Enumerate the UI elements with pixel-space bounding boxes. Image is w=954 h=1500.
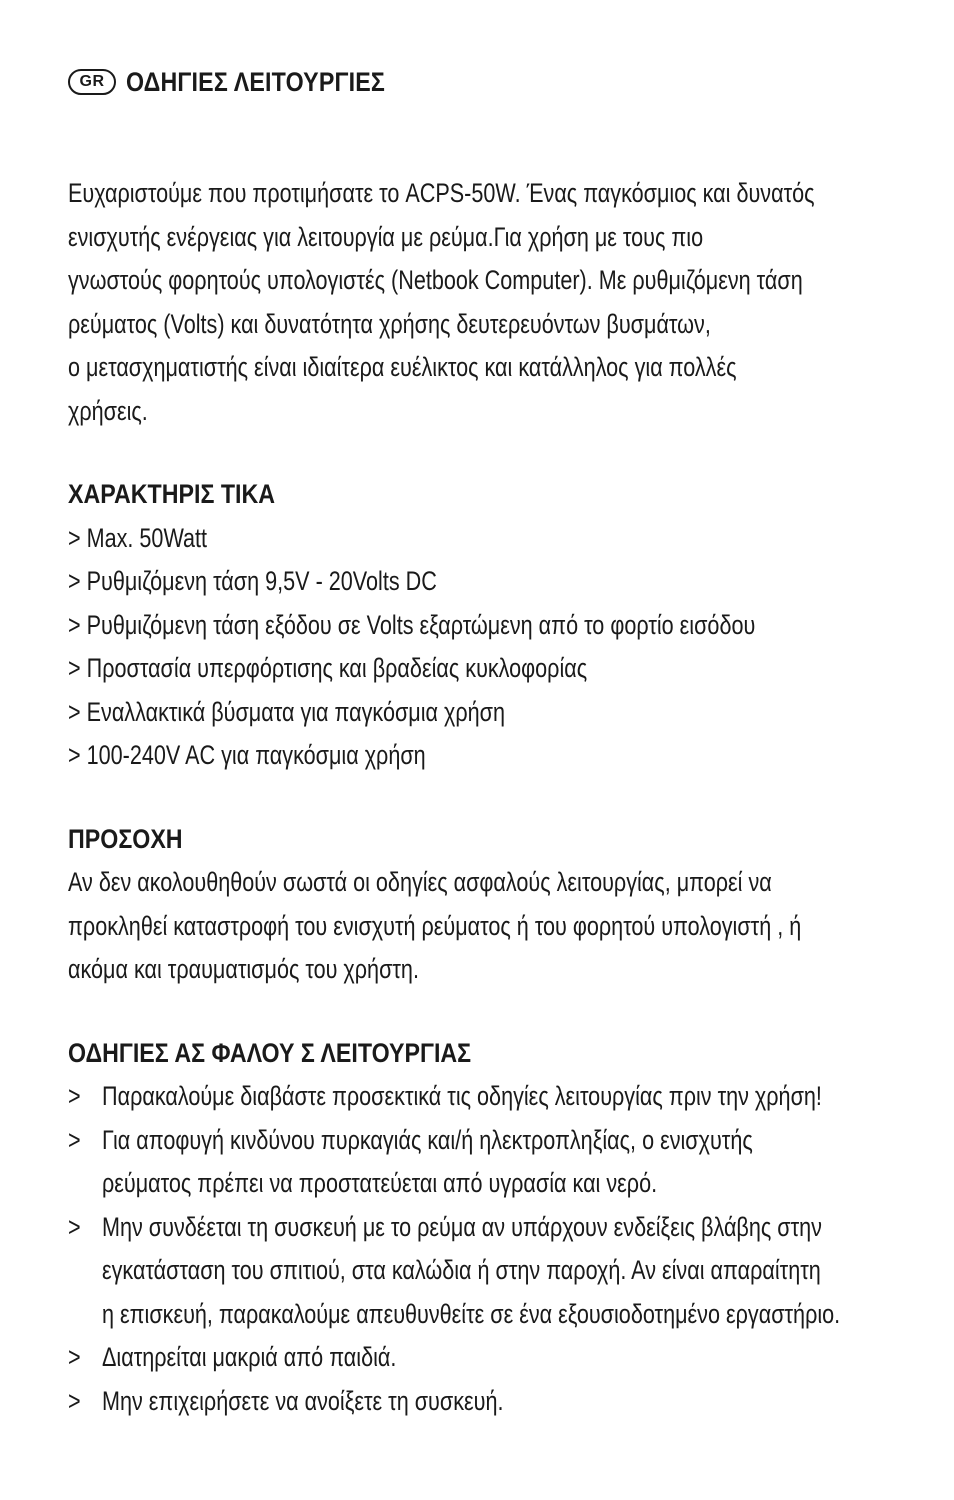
caution-line: Αν δεν ακολουθηθούν σωστά οι οδηγίες ασφαλούς λειτουργίας, μπορεί να <box>68 867 772 897</box>
caution-line: ακόμα και τραυματισμός του χρήστη. <box>68 954 419 984</box>
safety-item <box>68 1206 894 1337</box>
title-row <box>68 62 894 102</box>
feature-item: > 100-240V AC για παγκόσμια χρήση <box>68 740 426 770</box>
language-badge-gr: GR <box>68 69 116 95</box>
safety-item-line: Διατηρείται μακριά από παιδιά. <box>102 1342 397 1372</box>
safety-item-line: ρεύματος πρέπει να προστατεύεται από υγρασία και νερό. <box>102 1168 658 1198</box>
feature-item: > Ρυθμιζόμενη τάση εξόδου σε Volts εξαρτώμενη από το φορτίο εισόδου <box>68 609 756 640</box>
safety-item-line: Παρακαλούμε διαβάστε προσεκτικά τις οδηγίες λειτουργίας πριν την χρήση! <box>102 1081 822 1111</box>
intro-line: ενισχυτής ενέργειας για λειτουργία με ρεύμα.Για χρήση με τους πιο <box>68 221 704 252</box>
bullet-marker: > <box>68 1385 81 1416</box>
features-heading: ΧΑΡΑΚΤΗΡΙΣ ΤΙΚΑ <box>68 479 276 509</box>
page-title: ΟΔΗΓΙΕΣ ΛΕΙΤΟΥΡΓΙΕΣ <box>126 66 385 97</box>
caution-heading: ΠΡΟΣΟΧΗ <box>68 823 183 854</box>
safety-item <box>68 1075 894 1119</box>
intro-line: χρήσεις. <box>68 395 148 426</box>
bullet-marker: > <box>68 1211 81 1242</box>
safety-item-line: εγκατάσταση του σπιτιού, στα καλώδια ή στην παροχή. Αν είναι απαραίτητη <box>102 1255 821 1285</box>
safety-item-line: Μην συνδέεται τη συσκευή με το ρεύμα αν υπάρχουν ενδείξεις βλάβης στην <box>102 1211 822 1242</box>
caution-line: προκληθεί καταστροφή του ενισχυτή ρεύματος ή του φορητού υπολογιστή , ή <box>68 910 802 941</box>
safety-item-line: Για αποφυγή κινδύνου πυρκαγιάς και/ή ηλεκτροπληξίας, ο ενισχυτής <box>102 1124 753 1155</box>
bullet-marker: > <box>68 1342 81 1372</box>
safety-item <box>68 1336 894 1380</box>
feature-item: > Ρυθμιζόμενη τάση 9,5V - 20Volts DC <box>68 566 437 596</box>
intro-paragraph <box>68 172 894 433</box>
intro-line: Ευχαριστούμε που προτιμήσατε το ACPS-50W. Ένας παγκόσμιος και δυνατός <box>68 178 815 208</box>
feature-item: > Προστασία υπερφόρτισης και βραδείας κυκλοφορίας <box>68 653 588 683</box>
bullet-marker: > <box>68 1081 81 1111</box>
safety-section <box>68 1032 894 1424</box>
caution-section <box>68 818 894 992</box>
safety-heading: ΟΔΗΓΙΕΣ ΑΣ ΦΑΛΟΥ Σ ΛΕΙΤΟΥΡΓΙΑΣ <box>68 1037 472 1068</box>
safety-item <box>68 1380 894 1424</box>
safety-item-line: η επισκευή, παρακαλούμε απευθυνθείτε σε ένα εξουσιοδοτημένο εργαστήριο. <box>102 1298 841 1329</box>
intro-line: ρεύματος (Volts) και δυνατότητα χρήσης δευτερευόντων βυσμάτων, <box>68 308 711 339</box>
intro-line: ο μετασχηματιστής είναι ιδιαίτερα ευέλικτος και κατάλληλος για πολλές <box>68 352 737 382</box>
intro-line: γνωστούς φορητούς υπολογιστές (Netbook Computer). Με ρυθμιζόμενη τάση <box>68 265 803 295</box>
feature-item: > Max. 50Watt <box>68 522 208 553</box>
safety-item-line: Μην επιχειρήσετε να ανοίξετε τη συσκευή. <box>102 1385 504 1416</box>
features-section <box>68 473 894 778</box>
safety-item <box>68 1119 894 1206</box>
feature-item: > Εναλλακτικά βύσματα για παγκόσμια χρήση <box>68 696 506 727</box>
bullet-marker: > <box>68 1124 81 1155</box>
